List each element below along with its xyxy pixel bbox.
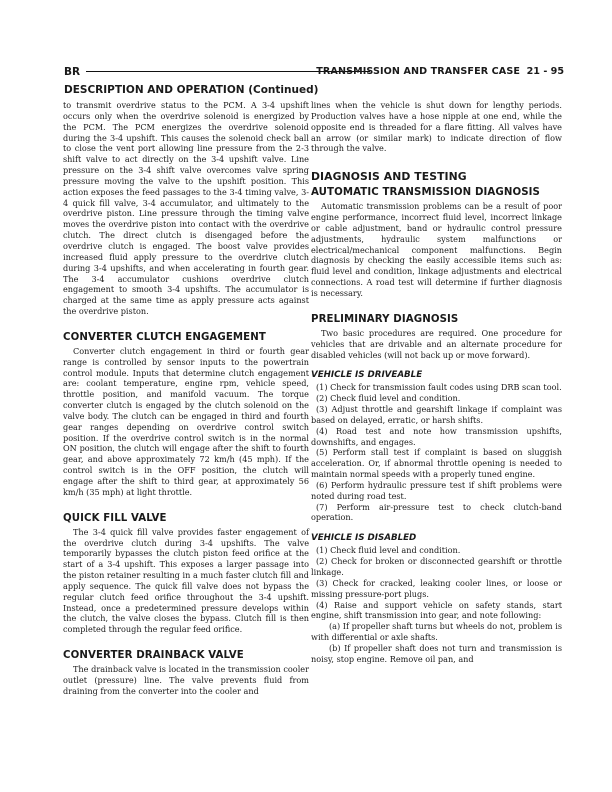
driveable-step: (1) Check for transmission fault codes using DRB scan tool. xyxy=(316,382,562,393)
converter-clutch-paragraph: Converter clutch engagement in third or fourth gear range is controlled by sensor inputs to the powertrain control module. Inputs that determine clutch engagement are: coolant temperature, engine rpm, vehicle speed, throttle position, and manifold vacuum. The torque converter clutch is engaged by the clutch solenoid on the valve body. The clutch can be engaged in third and fourth gear ranges depending on overdrive control switch position. If the overdrive control switch is in the normal ON position, the clutch will engage after the shift to fourth gear, and above approximately 72 km/h (45 mph). If the control switch is in the OFF position, the clutch will engage after the shift to third gear, at approximately 56 km/h (35 mph) at light throttle. xyxy=(63,345,309,497)
prelim-heading: PRELIMINARY DIAGNOSIS xyxy=(311,313,459,325)
disabled-step: (4) Raise and support vehicle on safety stands, start engine, shift transmission into gear, and note following: xyxy=(311,599,562,621)
disabled-heading: VEHICLE IS DISABLED xyxy=(311,533,417,544)
page-header xyxy=(64,66,564,80)
header-chapter-title: TRANSMISSION AND TRANSFER CASE xyxy=(316,66,520,77)
quick-fill-paragraph: The 3-4 quick fill valve provides faster engagement of the overdrive clutch during 3-4 upshifts. The valve temporarily bypasses the clutch piston feed orifice at the start of a 3-4 upshift. This exposes a larger passage into the piston retainer resulting in a much faster clutch fill and apply sequence. The quick fill valve does not bypass the regular clutch feed orifice throughout the 3-4 upshift. Instead, once a predetermined pressure develops within the clutch, the valve closes the bypass. Clutch fill is then completed through the regular feed orifice. xyxy=(63,526,309,635)
right-column xyxy=(311,100,562,665)
disabled-sub-step: (b) If propeller shaft does not turn and transmission is noisy, stop engine. Remove oil pan, and xyxy=(311,642,562,664)
converter-clutch-heading: CONVERTER CLUTCH ENGAGEMENT xyxy=(63,331,266,343)
driveable-step: (5) Perform stall test if complaint is based on sluggish acceleration. Or, if abnormal throttle opening is needed to maintain normal speeds with a properly tuned engine. xyxy=(311,447,562,480)
drainback-heading: CONVERTER DRAINBACK VALVE xyxy=(63,650,244,662)
auto-diag-heading: AUTOMATIC TRANSMISSION DIAGNOSIS xyxy=(311,187,540,199)
prelim-paragraph: Two basic procedures are required. One procedure for vehicles that are drivable and an alternate procedure for disabled vehicles (will not back up or move forward). xyxy=(311,327,562,360)
drainback-paragraph: The drainback valve is located in the transmission cooler outlet (pressure) line. The valve prevents fluid from draining from the converter into the cooler and xyxy=(63,664,309,696)
driveable-step: (2) Check fluid level and condition. xyxy=(316,393,461,404)
driveable-step: (4) Road test and note how transmission upshifts, downshifts, and engages. xyxy=(311,425,562,447)
auto-diag-paragraph: Automatic transmission problems can be a result of poor engine performance, incorrect fluid level, incorrect linkage or cable adjustment, band or hydraulic control pressure adjustments, hydraulic system malfunctions or electrical/mechanical component malfunctions. Begin diagnosis by checking the easily accessible items such as: fluid level and condition, linkage adjustments and electrical connections. A road test will determine if further diagnosis is necessary. xyxy=(311,201,562,298)
header-page-number: 21 - 95 xyxy=(526,66,564,77)
disabled-step: (2) Check for broken or disconnected gearshift or throttle linkage. xyxy=(311,556,562,577)
disabled-step: (3) Check for cracked, leaking cooler lines, or loose or missing pressure-port plugs. xyxy=(311,577,562,599)
disabled-step: (1) Check fluid level and condition. xyxy=(316,545,461,556)
driveable-step: (3) Adjust throttle and gearshift linkage if complaint was based on delayed, erratic, or harsh shifts. xyxy=(311,404,562,425)
disabled-sub-step: (a) If propeller shaft turns but wheels do not, problem is with differential or axle shafts. xyxy=(311,621,562,643)
section-title: DESCRIPTION AND OPERATION (Continued) xyxy=(64,84,319,96)
driveable-heading: VEHICLE IS DRIVEABLE xyxy=(311,370,423,381)
diagnosis-heading: DIAGNOSIS AND TESTING xyxy=(311,170,467,184)
header-model-code: BR xyxy=(64,66,81,78)
left-column xyxy=(63,100,309,697)
driveable-step: (6) Perform hydraulic pressure test if shift problems were noted during road test. xyxy=(311,479,562,501)
driveable-step: (7) Perform air-pressure test to check clutch-band operation. xyxy=(311,501,562,523)
drainback-continuation: lines when the vehicle is shut down for lengthy periods. Production valves have a hose nipple at one end, while the opposite end is threaded for a flare fitting. All valves have an arrow (or similar mark) to indicate direction of flow through the valve. xyxy=(311,100,562,154)
intro-paragraph: to transmit overdrive status to the PCM. A 3-4 upshift occurs only when the overdrive solenoid is energized by the PCM. The PCM energizes the overdrive solenoid during the 3-4 upshift. This causes the solenoid check ball to close the vent port allowing line pressure from the 2-3 shift valve to act directly on the 3-4 upshift valve. Line pressure on the 3-4 shift valve overcomes valve spring pressure moving the valve to the upshift position. This action exposes the feed passages to the 3-4 timing valve, 3-4 quick fill valve, 3-4 accumulator, and ultimately to the overdrive piston. Line pressure through the timing valve moves the overdrive piston into contact with the overdrive clutch. The direct clutch is disengaged before the overdrive clutch is engaged. The boost valve provides increased fluid apply pressure to the overdrive clutch during 3-4 upshifts, and when accelerating in fourth gear. The 3-4 accumulator cushions overdrive clutch engagement to smooth 3-4 upshifts. The accumulator is charged at the same time as apply pressure acts against the overdrive piston. xyxy=(63,100,309,317)
quick-fill-heading: QUICK FILL VALVE xyxy=(63,512,167,524)
